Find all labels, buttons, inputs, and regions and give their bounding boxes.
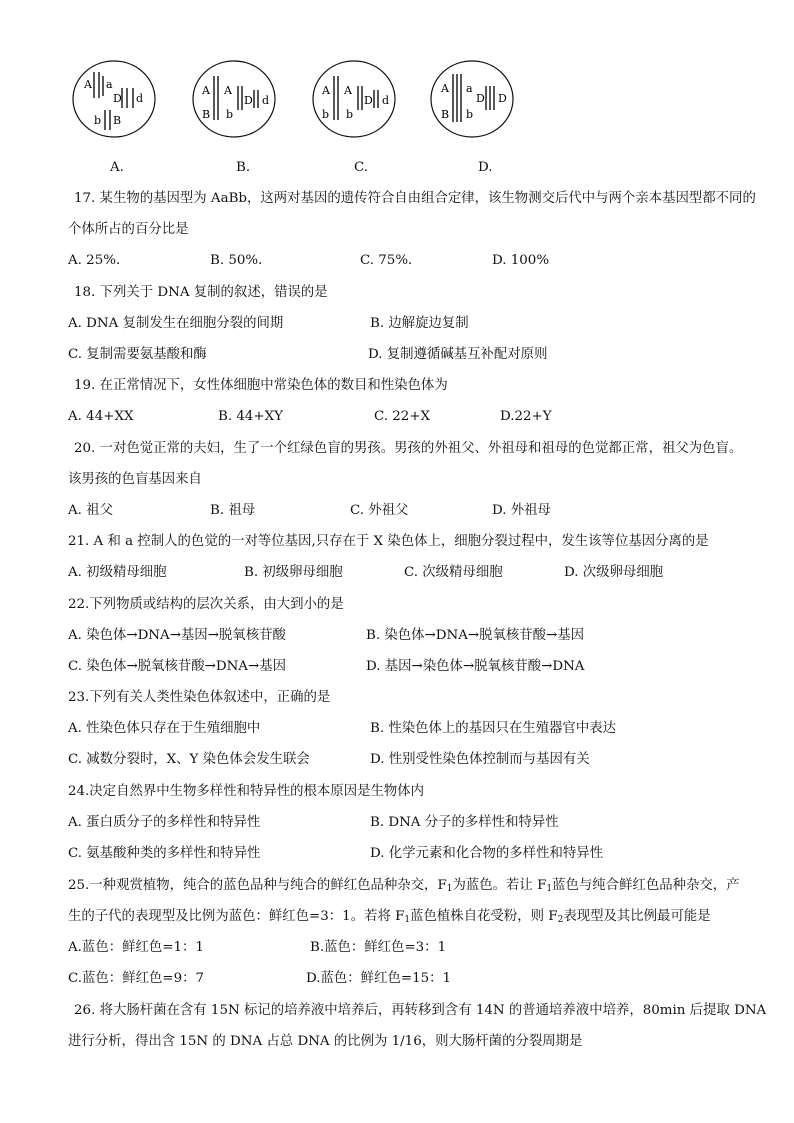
option-c[interactable]: C. 外祖父 — [350, 503, 409, 518]
option-c[interactable]: C. 染色体→脱氧核苷酸→DNA→基因 — [68, 659, 286, 674]
option-c[interactable]: C.蓝色：鲜红色=9：7 — [68, 971, 205, 986]
option-label: C. — [354, 160, 369, 175]
option-c[interactable]: C. 22+X — [374, 409, 431, 424]
option-a[interactable]: A. 25%． — [68, 253, 130, 268]
option-d[interactable]: D. 次级卵母细胞 — [564, 565, 664, 580]
question-stem: 20. 一对色觉正常的夫妇，生了一个红绿色盲的男孩。男孩的外祖父、外祖母和祖母的色觉都正常，祖父为色盲。 — [74, 441, 743, 456]
gene-label: b — [466, 108, 474, 121]
option-a[interactable]: A. 蛋白质分子的多样性和特异性 — [68, 815, 261, 830]
option-a[interactable]: A. 初级精母细胞 — [68, 565, 167, 580]
question-stem: 个体所占的百分比是 — [68, 222, 189, 237]
option-a[interactable]: A. DNA 复制发生在细胞分裂的间期 — [68, 316, 284, 331]
option-label: D. — [478, 160, 493, 175]
gene-label: D — [244, 94, 253, 107]
gene-label: d — [262, 94, 270, 107]
gene-label: D — [476, 92, 485, 105]
question-stem: 该男孩的色盲基因来自 — [68, 472, 202, 487]
gene-label: a — [466, 82, 473, 95]
option-d[interactable]: D.22+Y — [500, 409, 552, 424]
gene-label: A — [322, 84, 330, 97]
gene-label: a — [106, 78, 113, 91]
gene-label: D — [113, 92, 122, 105]
option-c[interactable]: C. 75%． — [360, 253, 422, 268]
option-b[interactable]: B.蓝色：鲜红色=3：1 — [310, 940, 447, 955]
question-stem: 18. 下列关于 DNA 复制的叙述，错误的是 — [74, 285, 328, 300]
gene-label: B — [441, 108, 450, 121]
question-stem: 24.决定自然界中生物多样性和特异性的根本原因是生物体内 — [68, 784, 425, 799]
option-a[interactable]: A.蓝色：鲜红色=1：1 — [68, 940, 204, 955]
question-stem: 21. A 和 a 控制人的色觉的一对等位基因,只存在于 X 染色体上，细胞分裂过程中，发生该等位基因分离的是 — [68, 534, 709, 549]
option-c[interactable]: C. 减数分裂时，X、Y 染色体会发生联会 — [68, 752, 310, 767]
option-b[interactable]: B. 边解旋边复制 — [370, 316, 469, 331]
question-stem: 进行分析，得出含 15N 的 DNA 占总 DNA 的比例为 1/16，则大肠杆菌的分裂周期是 — [68, 1034, 583, 1049]
option-d[interactable]: D. 性别受性染色体控制而与基因有关 — [370, 752, 590, 767]
gene-label: b — [226, 108, 234, 121]
gene-label: D — [498, 92, 507, 105]
option-a[interactable]: A. 祖父 — [68, 503, 113, 518]
gene-label: B — [113, 114, 122, 127]
cell-diagram-a — [70, 58, 160, 142]
option-d[interactable]: D. 100% — [492, 253, 550, 268]
option-b[interactable]: B. 50%． — [210, 253, 272, 268]
question-stem: 26. 将大肠杆菌在含有 15N 标记的培养液中培养后，再转移到含有 14N 的普通培养液中培养，80min 后提取 DNA — [74, 1003, 767, 1018]
option-b[interactable]: B. 染色体→DNA→脱氧核苷酸→基因 — [366, 628, 585, 643]
option-b[interactable]: B. 性染色体上的基因只在生殖器官中表达 — [370, 721, 616, 736]
gene-label: A — [224, 84, 232, 97]
option-d[interactable]: D.蓝色：鲜红色=15：1 — [306, 971, 452, 986]
gene-label: D — [364, 94, 373, 107]
option-c[interactable]: C. 次级精母细胞 — [404, 565, 503, 580]
gene-label: A — [344, 84, 352, 97]
option-c[interactable]: C. 复制需要氨基酸和酶 — [68, 347, 207, 362]
cell-diagram-c — [310, 58, 400, 142]
gene-label: A — [84, 78, 92, 91]
option-d[interactable]: D. 复制遵循碱基互补配对原则 — [368, 347, 548, 362]
option-a[interactable]: A. 44+XX — [68, 409, 134, 424]
gene-label: A — [441, 82, 449, 95]
option-d[interactable]: D. 外祖母 — [492, 503, 551, 518]
gene-label: b — [94, 114, 102, 127]
question-stem: 22.下列物质或结构的层次关系，由大到小的是 — [68, 597, 344, 612]
option-b[interactable]: B. 44+XY — [218, 409, 283, 424]
option-d[interactable]: D. 化学元素和化合物的多样性和特异性 — [370, 846, 604, 861]
gene-label: d — [136, 92, 144, 105]
question-stem: 生的子代的表现型及比例为蓝色：鲜红色=3：1。若将 $F_1$蓝色植株自花受粉，则 $F_2$表现型及其比例最可能是 — [68, 909, 711, 925]
option-b[interactable]: B. 祖母 — [210, 503, 256, 518]
question-stem: 19. 在正常情况下，女性体细胞中常染色体的数目和性染色体为 — [74, 378, 448, 393]
gene-label: b — [346, 108, 354, 121]
option-a[interactable]: A. 性染色体只存在于生殖细胞中 — [68, 721, 261, 736]
option-label: B. — [236, 160, 251, 175]
gene-label: B — [202, 108, 211, 121]
question-stem: 17. 某生物的基因型为 AaBb，这两对基因的遗传符合自由组合定律，该生物测交后代中与两个亲本基因型都不同的 — [74, 191, 756, 206]
question-stem: 25.一种观赏植物，纯合的蓝色品种与纯合的鲜红色品种杂交，$F_1$为蓝色。若让 $F_1$蓝色与纯合鲜红色品种杂交，产 — [68, 878, 740, 894]
option-c[interactable]: C. 氨基酸种类的多样性和特异性 — [68, 846, 261, 861]
cell-diagram-b — [190, 58, 280, 142]
gene-label: b — [322, 108, 330, 121]
cell-diagram-d — [428, 58, 518, 142]
option-d[interactable]: D. 基因→染色体→脱氧核苷酸→DNA — [366, 659, 585, 674]
option-b[interactable]: B. 初级卵母细胞 — [244, 565, 343, 580]
gene-label: d — [382, 94, 390, 107]
option-a[interactable]: A. 染色体→DNA→基因→脱氧核苷酸 — [68, 628, 286, 643]
gene-label: A — [202, 84, 210, 97]
option-label: A. — [110, 160, 124, 175]
option-b[interactable]: B. DNA 分子的多样性和特异性 — [370, 815, 559, 830]
question-stem: 23.下列有关人类性染色体叙述中，正确的是 — [68, 690, 331, 705]
